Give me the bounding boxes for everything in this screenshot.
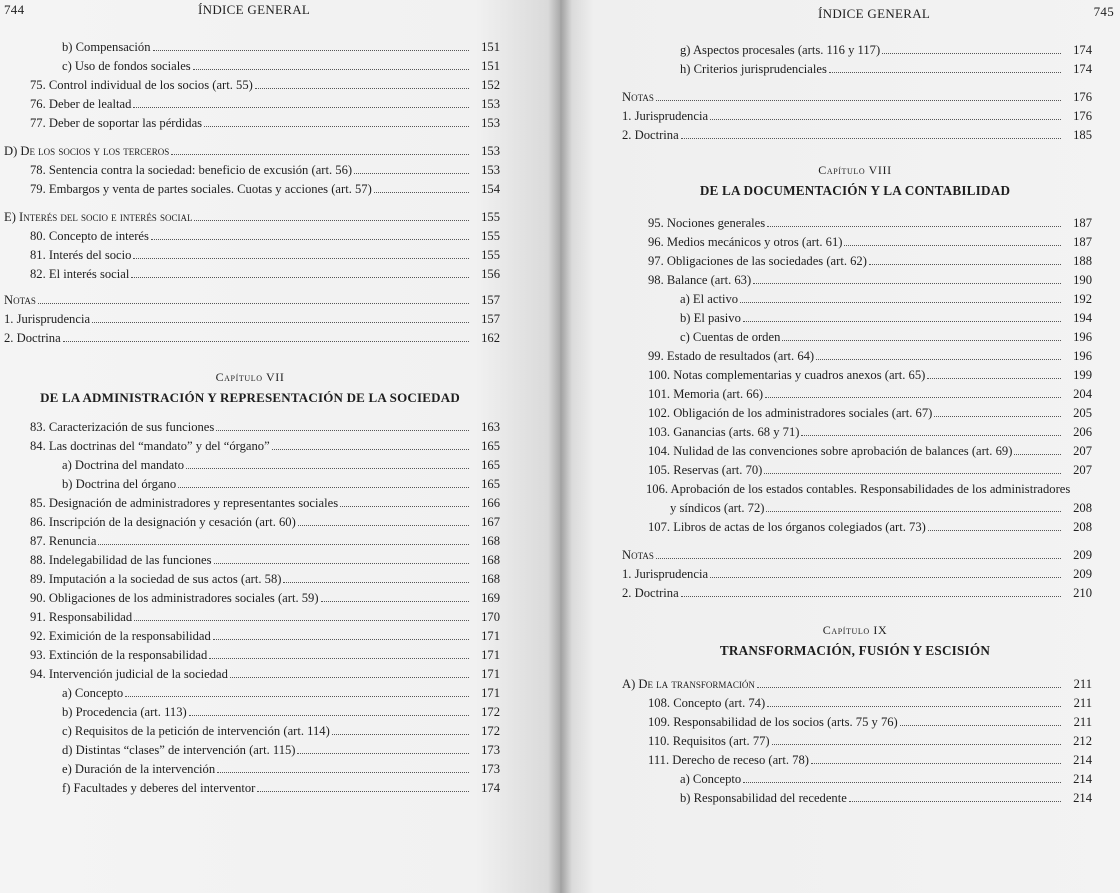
toc-entry-page: 194 xyxy=(1073,311,1092,325)
toc-entry xyxy=(0,781,500,800)
toc-entry-multiline xyxy=(618,482,1092,520)
toc-entry xyxy=(0,420,500,439)
leader-dots xyxy=(38,303,469,304)
leader-dots xyxy=(656,558,1061,559)
toc-entry xyxy=(0,182,500,201)
toc-entry-text: b) Doctrina del órgano xyxy=(62,477,177,491)
toc-entry xyxy=(0,78,500,97)
toc-entry-text: Notas xyxy=(622,548,654,562)
leader-dots xyxy=(816,359,1061,360)
toc-entry xyxy=(618,62,1092,81)
toc-entry xyxy=(618,567,1092,586)
leader-dots xyxy=(849,801,1061,802)
leader-dots xyxy=(204,126,469,127)
toc-block xyxy=(0,420,500,800)
toc-entry-text: g) Aspectos procesales (arts. 116 y 117) xyxy=(680,43,881,57)
toc-entry xyxy=(0,210,500,229)
toc-entry-text: b) Responsabilidad del recedente xyxy=(680,791,847,805)
leader-dots xyxy=(374,192,469,193)
toc-entry-page: 155 xyxy=(481,248,500,262)
toc-entry xyxy=(618,715,1092,734)
toc-entry-text: 94. Intervención judicial de la sociedad xyxy=(30,667,228,681)
toc-entry-page: 172 xyxy=(481,705,500,719)
toc-entry xyxy=(0,97,500,116)
leader-dots xyxy=(209,658,469,659)
leader-dots xyxy=(151,239,469,240)
toc-entry-page: 196 xyxy=(1073,349,1092,363)
toc-entry-text: b) Compensación xyxy=(62,40,151,54)
leader-dots xyxy=(844,245,1061,246)
toc-entry-page: 207 xyxy=(1073,444,1092,458)
toc-entry xyxy=(0,248,500,267)
toc-entry-text: 83. Caracterización de sus funciones xyxy=(30,420,215,434)
toc-entry-text: f) Facultades y deberes del interventor xyxy=(62,781,256,795)
toc-entry-text: a) Concepto xyxy=(680,772,742,786)
toc-entry-text: 111. Derecho de receso (art. 78) xyxy=(648,753,809,767)
toc-entry-text: c) Cuentas de orden xyxy=(680,330,781,344)
toc-entry-text: 103. Ganancias (arts. 68 y 71) xyxy=(648,425,800,439)
toc-entry-page: 190 xyxy=(1073,273,1092,287)
toc-entry xyxy=(0,496,500,515)
toc-entry-text: 85. Designación de administradores y representantes sociales xyxy=(30,496,339,510)
toc-entry-page: 172 xyxy=(481,724,500,738)
toc-entry xyxy=(0,648,500,667)
leader-dots xyxy=(1014,454,1061,455)
toc-entry-text: 1. Jurisprudencia xyxy=(622,109,709,123)
toc-entry-text: 75. Control individual de los socios (art. 55) xyxy=(30,78,253,92)
toc-entry xyxy=(618,43,1092,62)
toc-entry-text: 84. Las doctrinas del “mandato” y del “órgano” xyxy=(30,439,270,453)
toc-entry-page: 157 xyxy=(481,312,500,326)
toc-entry-text: 91. Responsabilidad xyxy=(30,610,133,624)
toc-entry-page: 151 xyxy=(481,59,500,73)
toc-entry xyxy=(618,791,1092,810)
toc-entry-page: 210 xyxy=(1073,586,1092,600)
left-page-number: 744 xyxy=(4,2,25,17)
toc-entry-text: 110. Requisitos (art. 77) xyxy=(648,734,770,748)
leader-dots xyxy=(772,744,1061,745)
toc-entry-page: 153 xyxy=(481,144,500,158)
toc-entry-text: 101. Memoria (art. 66) xyxy=(648,387,764,401)
chapter-label xyxy=(618,619,1092,641)
toc-entry-page: 214 xyxy=(1073,753,1092,767)
right-toc xyxy=(618,43,1092,810)
toc-entry-text: 93. Extinción de la responsabilidad xyxy=(30,648,208,662)
toc-entry-text: c) Requisitos de la petición de intervención (art. 114) xyxy=(62,724,330,738)
toc-entry-page: 174 xyxy=(481,781,500,795)
toc-block xyxy=(618,548,1092,605)
toc-entry-page: 153 xyxy=(481,163,500,177)
toc-entry-page: 176 xyxy=(1073,90,1092,104)
toc-block xyxy=(618,90,1092,147)
toc-block xyxy=(0,144,500,201)
toc-entry-page: 152 xyxy=(481,78,500,92)
leader-dots xyxy=(272,449,469,450)
toc-entry xyxy=(618,696,1092,715)
toc-entry-page: 154 xyxy=(481,182,500,196)
leader-dots xyxy=(753,283,1061,284)
chapter-title: DE LA ADMINISTRACIÓN Y REPRESENTACIÓN DE LA SOCIEDAD xyxy=(40,390,460,405)
leader-dots xyxy=(766,511,1061,512)
leader-dots xyxy=(131,277,469,278)
leader-dots xyxy=(710,119,1061,120)
toc-entry xyxy=(0,40,500,59)
toc-entry-text: 105. Reservas (art. 70) xyxy=(648,463,763,477)
toc-entry xyxy=(618,444,1092,463)
toc-entry-text: e) Duración de la intervención xyxy=(62,762,216,776)
toc-entry-text: 81. Interés del socio xyxy=(30,248,132,262)
toc-entry-page: 168 xyxy=(481,534,500,548)
chapter-label xyxy=(618,159,1092,181)
toc-entry-text: 76. Deber de lealtad xyxy=(30,97,132,111)
toc-entry-page: 204 xyxy=(1073,387,1092,401)
toc-entry-page: 176 xyxy=(1073,109,1092,123)
toc-entry-page: 155 xyxy=(481,210,500,224)
toc-entry xyxy=(0,515,500,534)
toc-entry-page: 151 xyxy=(481,40,500,54)
toc-entry xyxy=(0,477,500,496)
chapter-label-text: Capítulo IX xyxy=(822,623,888,637)
toc-entry-text: E) Interés del socio e interés social xyxy=(4,210,193,224)
toc-entry xyxy=(0,163,500,182)
leader-dots xyxy=(217,772,469,773)
toc-entry-page: 208 xyxy=(1073,520,1092,534)
toc-entry-text: 2. Doctrina xyxy=(4,331,61,345)
toc-entry-text: 77. Deber de soportar las pérdidas xyxy=(30,116,203,130)
leader-dots xyxy=(934,416,1061,417)
toc-entry-page: 165 xyxy=(481,458,500,472)
toc-entry xyxy=(618,387,1092,406)
toc-entry-page: 196 xyxy=(1073,330,1092,344)
toc-block xyxy=(618,520,1092,539)
toc-entry xyxy=(0,686,500,705)
leader-dots xyxy=(133,107,469,108)
toc-entry xyxy=(618,772,1092,791)
toc-entry-page: 162 xyxy=(481,331,500,345)
toc-entry-text: 102. Obligación de los administradores sociales (art. 67) xyxy=(648,406,933,420)
toc-entry-text: 99. Estado de resultados (art. 64) xyxy=(648,349,815,363)
toc-entry xyxy=(0,705,500,724)
toc-entry xyxy=(0,331,500,350)
leader-dots xyxy=(811,763,1061,764)
toc-entry-text: a) El activo xyxy=(680,292,739,306)
toc-entry-text: d) Distintas “clases” de intervención (art. 115) xyxy=(62,743,296,757)
toc-entry-page: 171 xyxy=(481,686,500,700)
toc-entry-page: 169 xyxy=(481,591,500,605)
toc-entry-text: 2. Doctrina xyxy=(622,586,679,600)
leader-dots xyxy=(283,582,469,583)
toc-entry-page: 208 xyxy=(1073,501,1092,515)
toc-entry-text: 95. Nociones generales xyxy=(648,216,766,230)
toc-entry xyxy=(618,90,1092,109)
toc-entry-text: h) Criterios jurisprudenciales xyxy=(680,62,827,76)
leader-dots xyxy=(332,734,469,735)
toc-entry-page: 166 xyxy=(481,496,500,510)
toc-entry-text: c) Uso de fondos sociales xyxy=(62,59,191,73)
toc-block xyxy=(0,293,500,350)
toc-entry-page: 192 xyxy=(1073,292,1092,306)
toc-entry-text: 104. Nulidad de las convenciones sobre aprobación de balances (art. 69) xyxy=(648,444,1013,458)
toc-entry-text: a) Concepto xyxy=(62,686,124,700)
leader-dots xyxy=(801,435,1061,436)
leader-dots xyxy=(230,677,469,678)
leader-dots xyxy=(125,696,469,697)
book-spine-shadow xyxy=(548,0,572,893)
leader-dots xyxy=(255,88,469,89)
toc-block xyxy=(618,43,1092,81)
leader-dots xyxy=(782,340,1061,341)
leader-dots xyxy=(681,596,1061,597)
toc-entry-text: 86. Inscripción de la designación y cesación (art. 60) xyxy=(30,515,296,529)
toc-entry xyxy=(618,109,1092,128)
right-page-number: 745 xyxy=(1093,4,1114,19)
toc-entry xyxy=(0,610,500,629)
toc-entry xyxy=(0,534,500,553)
leader-dots xyxy=(740,302,1061,303)
toc-entry xyxy=(0,267,500,286)
leader-dots xyxy=(298,525,469,526)
toc-entry-page: 205 xyxy=(1073,406,1092,420)
toc-entry-text: 90. Obligaciones de los administradores sociales (art. 59) xyxy=(30,591,319,605)
toc-entry xyxy=(0,144,500,163)
toc-entry xyxy=(0,293,500,312)
left-toc xyxy=(0,40,500,800)
toc-entry xyxy=(0,572,500,591)
toc-entry-page: 167 xyxy=(481,515,500,529)
toc-entry-page: 214 xyxy=(1073,791,1092,805)
leader-dots xyxy=(321,601,469,602)
toc-entry-page: 199 xyxy=(1073,368,1092,382)
toc-entry-page: 168 xyxy=(481,572,500,586)
toc-entry-text: 80. Concepto de interés xyxy=(30,229,149,243)
toc-entry xyxy=(0,312,500,331)
leader-dots xyxy=(743,782,1061,783)
leader-dots xyxy=(98,544,469,545)
toc-entry xyxy=(618,520,1092,539)
leader-dots xyxy=(153,50,470,51)
leader-dots xyxy=(133,258,469,259)
toc-block xyxy=(618,216,1092,482)
toc-entry-text: b) Procedencia (art. 113) xyxy=(62,705,187,719)
leader-dots xyxy=(193,69,469,70)
toc-entry-text: 82. El interés social xyxy=(30,267,130,281)
toc-entry-text: a) Doctrina del mandato xyxy=(62,458,185,472)
toc-entry xyxy=(618,677,1092,696)
toc-entry-page: 153 xyxy=(481,116,500,130)
toc-entry-text: 88. Indelegabilidad de las funciones xyxy=(30,553,212,567)
leader-dots xyxy=(194,220,469,221)
toc-entry-page: 211 xyxy=(1073,715,1092,729)
chapter-label-text: Capítulo VIII xyxy=(818,163,892,177)
toc-entry-page: 168 xyxy=(481,553,500,567)
toc-entry-page: 171 xyxy=(481,667,500,681)
toc-entry-page: 206 xyxy=(1073,425,1092,439)
toc-entry-text: 100. Notas complementarias y cuadros anexos (art. 65) xyxy=(648,368,926,382)
leader-dots xyxy=(134,620,469,621)
toc-entry-page: 214 xyxy=(1073,772,1092,786)
toc-entry xyxy=(0,553,500,572)
toc-entry xyxy=(618,368,1092,387)
toc-entry xyxy=(618,425,1092,444)
toc-entry xyxy=(618,235,1092,254)
leader-dots xyxy=(900,725,1061,726)
toc-entry xyxy=(618,292,1092,311)
toc-entry-page: 163 xyxy=(481,420,500,434)
toc-entry xyxy=(618,548,1092,567)
toc-entry-page: 156 xyxy=(481,267,500,281)
toc-entry-page: 171 xyxy=(481,648,500,662)
leader-dots xyxy=(340,506,469,507)
leader-dots xyxy=(927,378,1061,379)
toc-entry xyxy=(618,349,1092,368)
toc-entry-text: 97. Obligaciones de las sociedades (art. 62) xyxy=(648,254,867,268)
leader-dots xyxy=(171,154,469,155)
toc-block xyxy=(0,210,500,286)
toc-entry-text: 108. Concepto (art. 74) xyxy=(648,696,766,710)
toc-entry xyxy=(0,667,500,686)
toc-entry-text: 79. Embargos y venta de partes sociales. Cuotas y acciones (art. 57) xyxy=(30,182,372,196)
toc-entry-page: 155 xyxy=(481,229,500,243)
toc-entry xyxy=(618,311,1092,330)
toc-entry xyxy=(0,591,500,610)
leader-dots xyxy=(186,468,469,469)
toc-entry-page: 171 xyxy=(481,629,500,643)
toc-entry-page: 153 xyxy=(481,97,500,111)
toc-entry-page: 212 xyxy=(1073,734,1092,748)
toc-entry xyxy=(0,439,500,458)
leader-dots xyxy=(213,639,469,640)
toc-entry xyxy=(618,734,1092,753)
toc-entry-text: b) El pasivo xyxy=(680,311,741,325)
toc-entry xyxy=(618,254,1092,273)
toc-entry xyxy=(618,586,1092,605)
toc-entry-text: D) De los socios y los terceros xyxy=(4,144,170,158)
toc-entry-text: 78. Sentencia contra la sociedad: beneficio de excusión (art. 56) xyxy=(30,163,353,177)
toc-entry-text: 2. Doctrina xyxy=(622,128,679,142)
toc-entry-text: 1. Jurisprudencia xyxy=(4,312,91,326)
leader-dots xyxy=(829,72,1061,73)
toc-entry-text-line1: 106. Aprobación de los estados contables. Responsabilidades de los administradores xyxy=(646,482,1071,496)
toc-entry xyxy=(0,743,500,762)
toc-entry-text: A) De la transformación xyxy=(622,677,755,691)
toc-entry-page: 165 xyxy=(481,477,500,491)
leader-dots xyxy=(178,487,469,488)
toc-entry xyxy=(618,273,1092,292)
toc-entry-page: 211 xyxy=(1073,696,1092,710)
toc-entry xyxy=(618,753,1092,772)
toc-entry-text: Notas xyxy=(4,293,36,307)
toc-entry-page: 211 xyxy=(1073,677,1092,691)
leader-dots xyxy=(765,397,1061,398)
chapter-label-text: Capítulo VII xyxy=(215,370,285,384)
leader-dots xyxy=(216,430,469,431)
toc-entry xyxy=(0,762,500,781)
toc-entry xyxy=(0,116,500,135)
toc-entry-page: 207 xyxy=(1073,463,1092,477)
leader-dots xyxy=(764,473,1061,474)
toc-entry-page: 174 xyxy=(1073,43,1092,57)
toc-entry-page: 157 xyxy=(481,293,500,307)
toc-entry-text: 92. Eximición de la responsabilidad xyxy=(30,629,211,643)
toc-entry xyxy=(618,463,1092,482)
toc-entry-page: 170 xyxy=(481,610,500,624)
toc-entry-text: Notas xyxy=(622,90,654,104)
leader-dots xyxy=(710,577,1061,578)
toc-entry-page: 165 xyxy=(481,439,500,453)
toc-entry-text: 87. Renuncia xyxy=(30,534,97,548)
toc-entry-page: 185 xyxy=(1073,128,1092,142)
leader-dots xyxy=(743,321,1061,322)
toc-entry-text: 107. Libros de actas de los órganos colegiados (art. 73) xyxy=(648,520,926,534)
leader-dots xyxy=(214,563,469,564)
leader-dots xyxy=(928,530,1061,531)
toc-entry xyxy=(618,128,1092,147)
toc-entry xyxy=(618,216,1092,235)
leader-dots xyxy=(757,687,1061,688)
toc-entry-page: 173 xyxy=(481,762,500,776)
toc-entry-page: 187 xyxy=(1073,216,1092,230)
toc-entry-text-line2: y síndicos (art. 72) xyxy=(670,501,765,515)
leader-dots xyxy=(767,226,1061,227)
toc-entry xyxy=(0,458,500,477)
chapter-title: DE LA DOCUMENTACIÓN Y LA CONTABILIDAD xyxy=(699,183,1011,198)
right-running-head: ÍNDICE GENERAL xyxy=(818,6,931,21)
toc-entry-text: 89. Imputación a la sociedad de sus actos (art. 58) xyxy=(30,572,282,586)
toc-entry xyxy=(0,59,500,78)
toc-entry-page: 209 xyxy=(1073,567,1092,581)
toc-entry xyxy=(0,229,500,248)
leader-dots xyxy=(354,173,469,174)
right-page xyxy=(560,0,1120,893)
toc-block xyxy=(0,40,500,135)
toc-entry-page: 187 xyxy=(1073,235,1092,249)
leader-dots xyxy=(767,706,1061,707)
leader-dots xyxy=(882,53,1061,54)
leader-dots xyxy=(297,753,469,754)
leader-dots xyxy=(681,138,1061,139)
toc-entry-page: 209 xyxy=(1073,548,1092,562)
toc-entry xyxy=(0,724,500,743)
toc-entry-text: 109. Responsabilidad de los socios (arts. 75 y 76) xyxy=(648,715,898,729)
toc-block xyxy=(618,677,1092,810)
leader-dots xyxy=(63,341,469,342)
leader-dots xyxy=(656,100,1061,101)
toc-entry-page: 174 xyxy=(1073,62,1092,76)
leader-dots xyxy=(257,791,469,792)
toc-entry-text: 1. Jurisprudencia xyxy=(622,567,709,581)
toc-entry-page: 188 xyxy=(1073,254,1092,268)
leader-dots xyxy=(869,264,1061,265)
left-running-head: ÍNDICE GENERAL xyxy=(198,2,311,17)
toc-entry-text: 98. Balance (art. 63) xyxy=(648,273,752,287)
chapter-title: TRANSFORMACIÓN, FUSIÓN Y ESCISIÓN xyxy=(719,643,991,658)
toc-entry xyxy=(0,629,500,648)
toc-entry-text: 96. Medios mecánicos y otros (art. 61) xyxy=(648,235,843,249)
toc-entry xyxy=(618,406,1092,425)
toc-entry xyxy=(618,330,1092,349)
chapter-label xyxy=(0,366,500,388)
leader-dots xyxy=(92,322,469,323)
leader-dots xyxy=(189,715,469,716)
toc-entry-page: 173 xyxy=(481,743,500,757)
